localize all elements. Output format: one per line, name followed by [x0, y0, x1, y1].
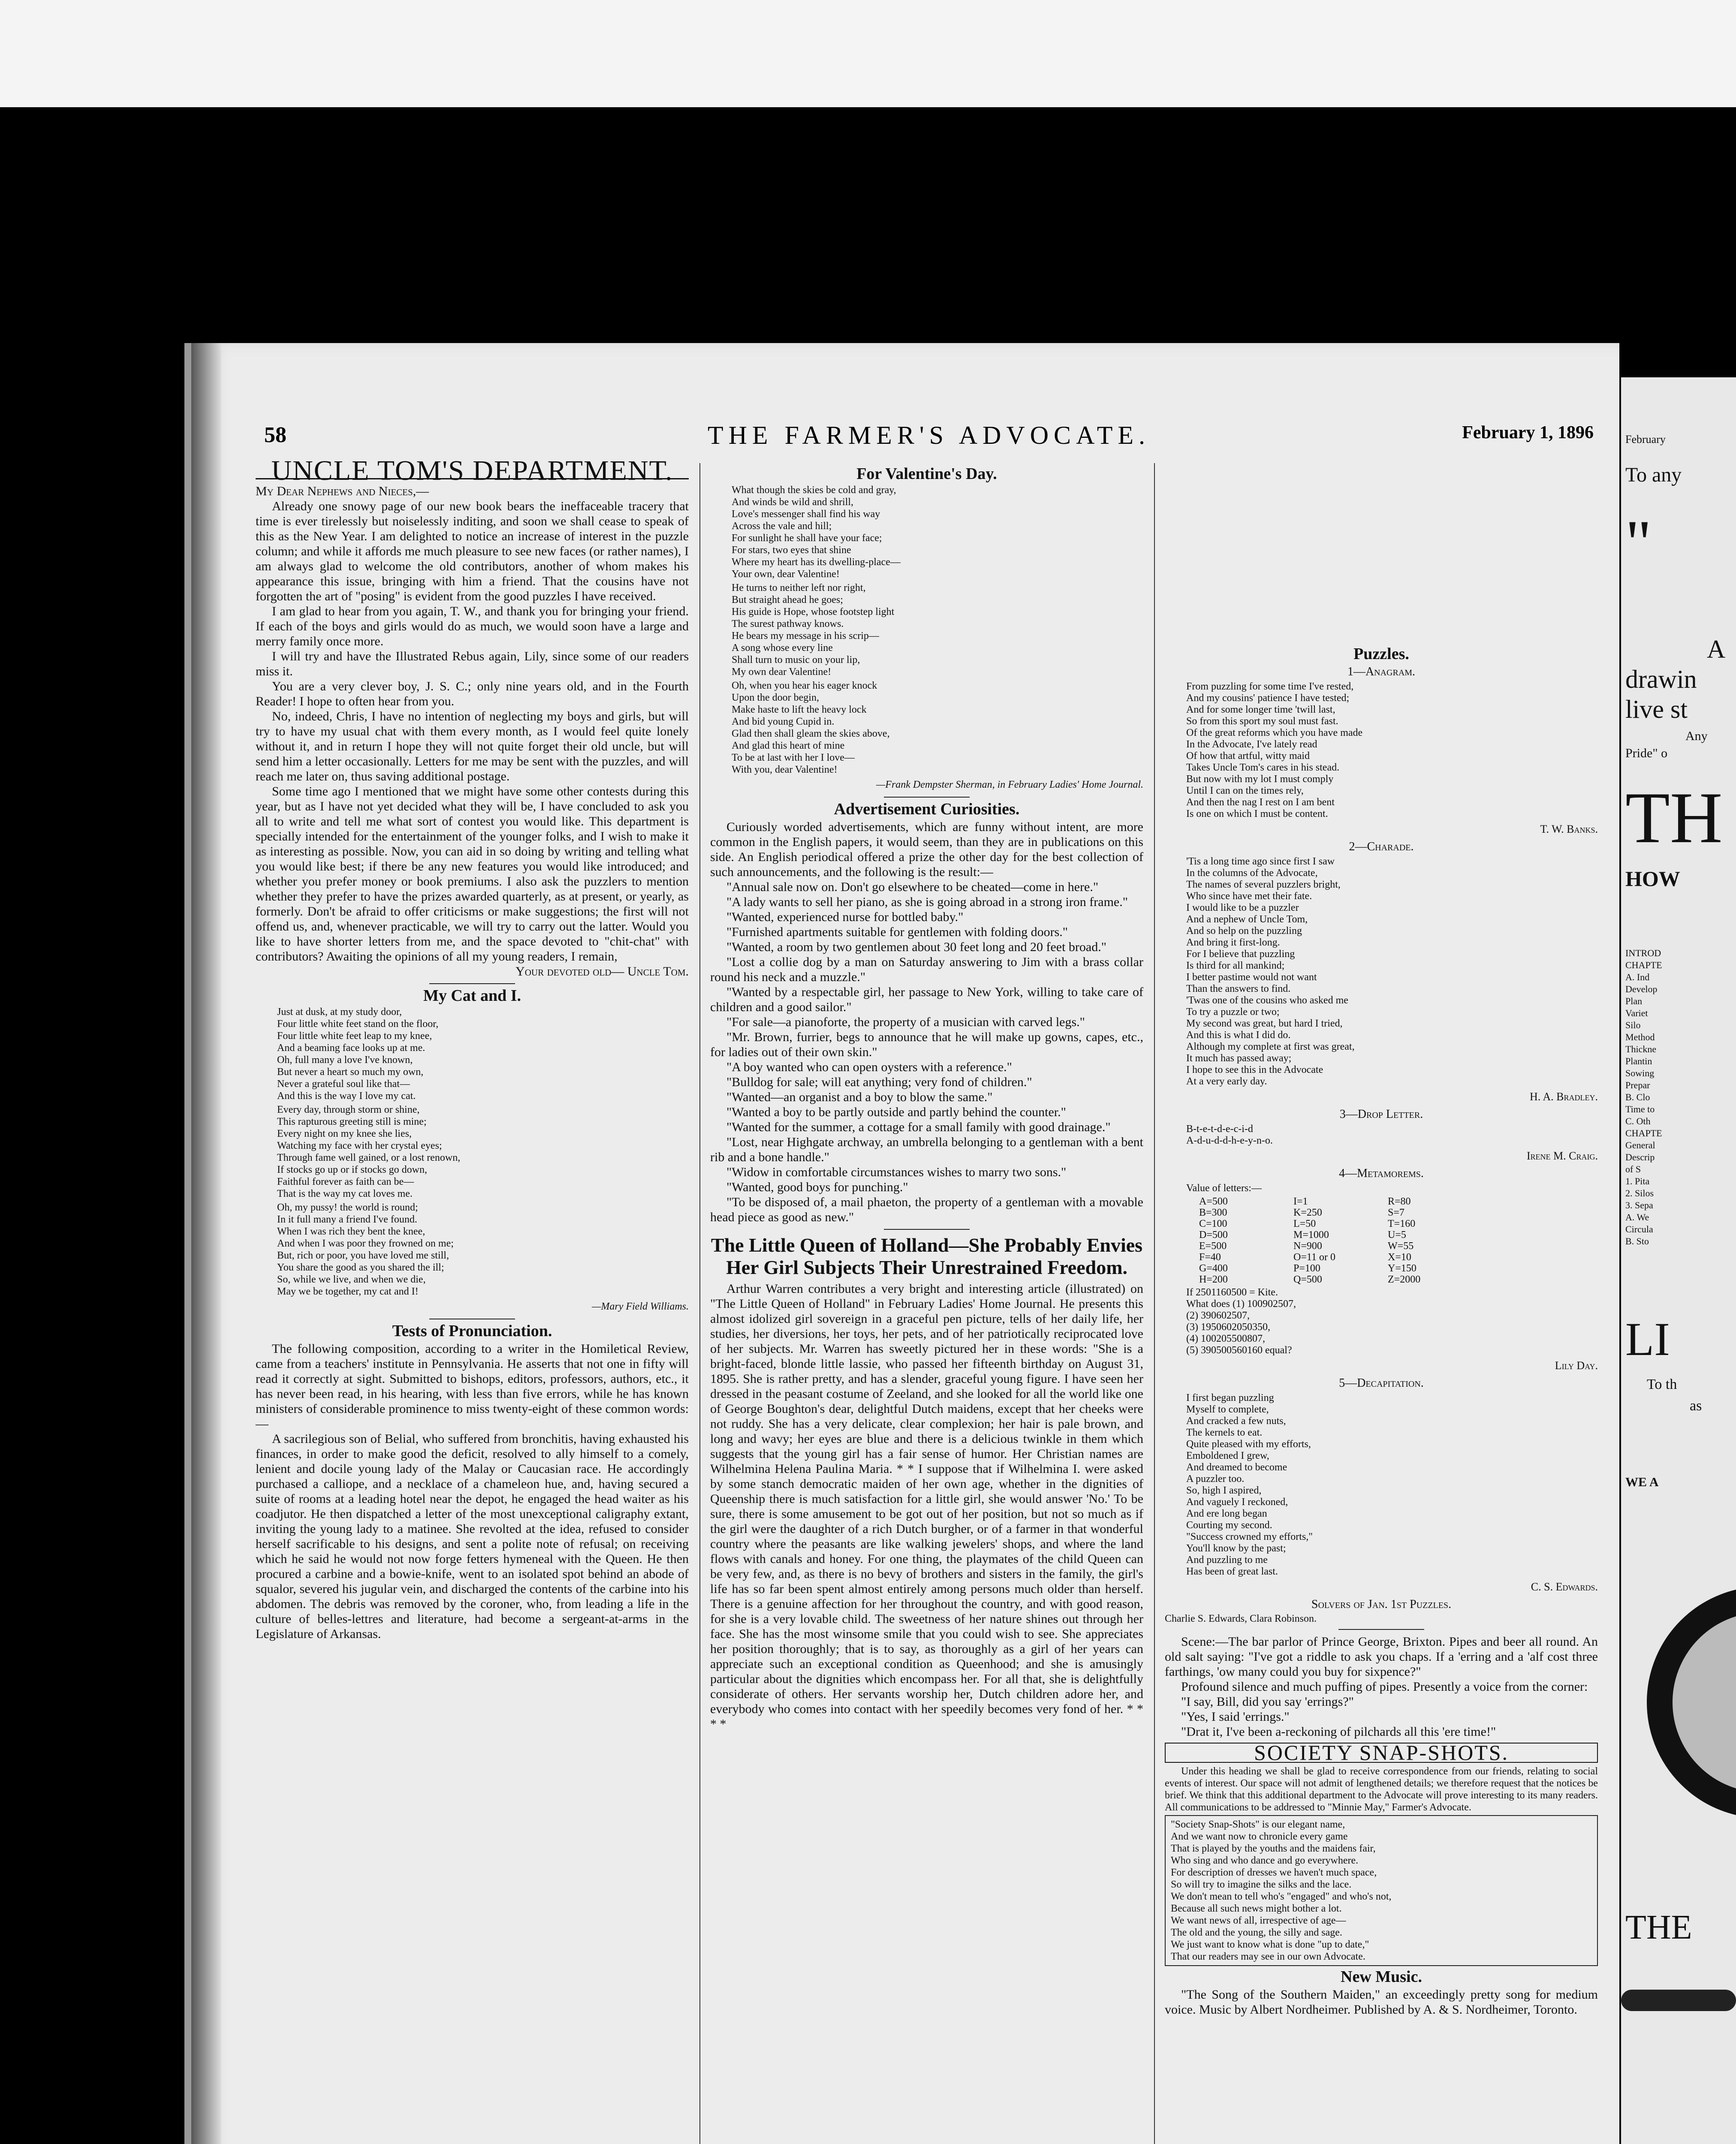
uncle-tom-signoff: Your devoted old— Uncle Tom. [515, 964, 689, 979]
puzzle-author: Irene M. Craig. [1526, 1150, 1598, 1162]
letter-value: K=250 [1293, 1207, 1322, 1218]
scene-paragraph: "Yes, I said 'errings." [1181, 1710, 1290, 1724]
adjacent-page-text: live st [1625, 695, 1688, 723]
puzzle-text: 'Tis a long time ago since first I saw In the columns of the Advocate, The names of several puzzlers bright, Who since have met their fate. I would like to be a puzzler And a nephew of Uncle Tom, And so help on the puzzling And bring it first-long. For I believe that puzzling Is third for all mankind; I better pastime would not want Than the answers to find. 'Twas one of the cousins who asked me To try a puzzle or two; My second was great, but hard I tried, And this is what I did do. Although my complete at first was great, It much has passed away; I hope to see this in the Advocate At a very early day. [1186, 856, 1355, 1087]
ad-item: "Widow in comfortable circumstances wishes to marry two sons." [726, 1165, 1067, 1179]
divider [884, 1229, 970, 1230]
uncle-tom-paragraph: No, indeed, Chris, I have no intention of neglecting my boys and girls, but will try to have my usual chat with them every month, as I would feel quite lonely without it, and in return I hope they will not quite forget their old uncle, but will send him a letter occasionally. Letters for me may be sent with the puzzles, and will reach me later on, thus saving additional postage. [256, 709, 689, 783]
adjacent-page-text: TH [1625, 777, 1723, 858]
uncle-tom-paragraph: Already one snowy page of our new book bears the ineffaceable tracery that time is ever tirelessly but noiselessly inditing, and soon we shall cease to speak of this as the New Year. I am delighted to notice an increase of interest in the puzzle column; and while it affords me much pleasure to see new faces (or rather names), I am always glad to welcome the old contributors, another of whom makes his appearance this issue, bringing with him a friend. That the cousins have not forgotten the art of "posing" is evident from the good puzzles I have received. [256, 499, 689, 603]
ad-item: "Lost a collie dog by a man on Saturday answering to Jim with a brass collar round his neck and a muzzle." [710, 955, 1143, 984]
society-intro: Under this heading we shall be glad to receive correspondence from our friends, relating to social events of interest. Our space will not admit of lengthened details; we therefore request that the notices be brief. We think that this additional department to the Advocate will prove interesting to its many readers. All communications to be addressed to "Minnie May," Farmer's Advocate. [1165, 1766, 1598, 1813]
my-cat-title: My Cat and I. [423, 987, 521, 1005]
uncle-tom-paragraph: I will try and have the Illustrated Rebus again, Lily, since some of our readers miss it. [256, 649, 689, 678]
adjacent-page-text: Circula [1625, 1224, 1653, 1235]
adjacent-page-text: of S [1625, 1164, 1641, 1174]
ad-item: "Wanted, a room by two gentlemen about 30 feet long and 20 feet broad." [726, 940, 1106, 954]
medallion-illustration [1647, 1587, 1736, 1818]
adjacent-page-text: Thickne [1625, 1044, 1657, 1054]
poem-stanza: What though the skies be cold and gray, And winds be wild and shrill, Love's messenger shall find his way Across the vale and hill; For sunlight he shall have your face; For stars, two eyes that shine Where my heart has its dwelling-place— Your own, dear Valentine! [732, 485, 901, 580]
adjacent-page-text: To any [1625, 464, 1682, 486]
column-rule [699, 463, 700, 2144]
music-text: "The Song of the Southern Maiden," an exceedingly pretty song for medium voice. Music by Albert Nordheimer. Published by A. & S. Nordheimer, Toronto. [1165, 1987, 1598, 2017]
ad-item: "Mr. Brown, furrier, begs to announce that he will make up gowns, capes, etc., for ladies out of their own skin." [710, 1030, 1143, 1059]
puzzle-title: 5—Decapitation. [1339, 1376, 1424, 1390]
adjacent-page-text: Sowing [1625, 1068, 1655, 1078]
letter-value: I=1 [1293, 1196, 1308, 1207]
puzzle-title: 3—Drop Letter. [1339, 1108, 1423, 1121]
divider [1338, 1629, 1424, 1630]
letter-value: B=300 [1199, 1207, 1227, 1218]
puzzle-author: T. W. Banks. [1540, 823, 1598, 835]
ad-item: "To be disposed of, a mail phaeton, the property of a gentleman with a movable head piece as good as new." [710, 1195, 1143, 1224]
puzzle-title: 1—Anagram. [1347, 665, 1416, 678]
poem-credit: —Frank Dempster Sherman, in February Ladies' Home Journal. [876, 779, 1143, 790]
puzzle-text: I first began puzzling Myself to complete, And cracked a few nuts, The kernels to eat. Quite pleased with my efforts, Emboldened I grew, And dreamed to become A puzzler too. So, high I aspired, And vaguely I reckoned, And ere long began Courting my second. "Success crowned my efforts," You'll know by the past; And puzzling to me Has been of great last. [1186, 1392, 1313, 1577]
letter-value: Z=2000 [1388, 1274, 1421, 1285]
column-2 [710, 463, 1143, 1731]
solvers-list: Charlie S. Edwards, Clara Robinson. [1165, 1613, 1317, 1624]
ad-item: "Wanted, good boys for punching." [726, 1180, 908, 1194]
valentine-title: For Valentine's Day. [856, 465, 997, 483]
letter-value: F=40 [1199, 1252, 1221, 1263]
scene-paragraph: Profound silence and much puffing of pipes. Presently a voice from the corner: [1181, 1680, 1588, 1694]
adjacent-page-text: February [1625, 433, 1666, 446]
letter-value: M=1000 [1293, 1229, 1329, 1241]
adjacent-page-text: LI [1625, 1313, 1670, 1365]
pronunciation-paragraph: The following composition, according to a writer in the Homiletical Review, came from a teachers' institute in Pennsylvania. He asserts that not one in fifty will read it correctly at sight. Submitted to bishops, editors, professors, authors, etc., it has never been read, in his hearing, with less than five errors, while he has known ministers of considerable prominence to miss twenty-eight of these common words:— [256, 1342, 689, 1431]
ads-title: Advertisement Curiosities. [834, 800, 1020, 818]
uncle-tom-paragraph: You are a very clever boy, J. S. C.; only nine years old, and in the Fourth Reader! I hope to often hear from you. [256, 679, 689, 708]
adjacent-page-text: A. Ind [1625, 972, 1650, 982]
adjacent-page-text: B. Sto [1625, 1236, 1649, 1247]
letter-value: D=500 [1199, 1229, 1228, 1241]
queen-title: The Little Queen of Holland—She Probably Envies Her Girl Subjects Their Unrestrained Freedom. [711, 1234, 1143, 1278]
ad-item: "Wanted a boy to be partly outside and partly behind the counter." [726, 1105, 1066, 1119]
divider [884, 797, 970, 798]
ad-item: "Wanted by a respectable girl, her passage to New York, willing to take care of children and a good sailor." [710, 985, 1143, 1014]
uncle-tom-paragraph: I am glad to hear from you again, T. W., and thank you for bringing your friend. If each of the boys and girls would do as much, we would soon have a large and merry family once more. [256, 604, 689, 648]
adjacent-page-text: Develop [1625, 984, 1658, 994]
ad-item: "Furnished apartments suitable for gentlemen with folding doors." [726, 925, 1068, 939]
scene-paragraph: "I say, Bill, did you say 'errings?" [1181, 1695, 1354, 1709]
letter-value: T=160 [1388, 1218, 1416, 1229]
puzzle-author: H. A. Bradley. [1530, 1090, 1598, 1103]
letter-value: L=50 [1293, 1218, 1316, 1229]
ad-item: "Bulldog for sale; will eat anything; very fond of children." [726, 1075, 1032, 1089]
letter-value: H=200 [1199, 1274, 1228, 1285]
poem-stanza: Just at dusk, at my study door, Four little white feet stand on the floor, Four little white feet leap to my knee, And a beaming face looks up at me. Oh, full many a love I've known, But never a heart so much my own, Never a grateful soul like that— And this is the way I love my cat. [277, 1006, 439, 1102]
scan-top-margin [0, 0, 1736, 107]
pronunciation-title: Tests of Pronunciation. [392, 1322, 552, 1340]
puzzle-text: B-t-e-t-d-e-c-i-d A-d-u-d-d-h-e-y-n-o. [1186, 1123, 1273, 1146]
letter-values-table [1165, 1196, 1598, 1285]
letter-value: P=100 [1293, 1263, 1320, 1274]
society-title: SOCIETY SNAP-SHOTS. [1165, 1743, 1598, 1763]
adjacent-page-text: WE A [1625, 1475, 1659, 1489]
puzzle-title: 2—Charade. [1349, 840, 1414, 853]
music-title: New Music. [1341, 1968, 1422, 1986]
adjacent-page-text: Silo [1625, 1020, 1641, 1030]
adjacent-page-text: Variet [1625, 1008, 1648, 1018]
adjacent-page-text: A. We [1625, 1212, 1649, 1223]
poem-stanza: Oh, when you hear his eager knock Upon the door begin, Make haste to lift the heavy lock And bid young Cupid in. Glad then shall gleam the skies above, And glad this heart of mine To be at last with her I love— With you, dear Valentine! [732, 680, 890, 775]
uncle-tom-paragraph: Some time ago I mentioned that we might have some other contests during this year, but as I have not yet decided what they will be, I have concluded to ask you all to write and tell me what sort of contest you would like. This department is specially intended for the entertainment of the younger folks, and I wish to make it as interesting as possible. Now, you can aid in so doing by writing and telling what you would like best; if there be any new features you would like introduced; and whether you prefer money or book premiums. I also ask the puzzlers to mention whether they prefer to have the prizes awarded quarterly, as at present, or yearly, as formerly. Don't be afraid to offer criticisms or make suggestions; the first will not offend us, and, whenever practicable, we will try to carry out the latter. Would you like to have shorter letters from me, and the space devoted to "chit-chat" with contributors? Awaiting the opinions of all my young readers, I remain, [256, 784, 689, 964]
puzzle-text: From puzzling for some time I've rested, And my cousins' patience I have tested; And for some longer time 'twill last, So from this sport my soul must fast. Of the great reforms which you have made In the Advocate, I've lately read Of how that artful, witty maid Takes Uncle Tom's cares in his stead. But now with my lot I must comply Until I can on the times rely, And then the nag I rest on I am bent Is one on which I must be content. [1186, 681, 1363, 819]
letter-value: Q=500 [1293, 1274, 1322, 1285]
adjacent-page-text: 1. Pita [1625, 1176, 1650, 1186]
letter-value: S=7 [1388, 1207, 1404, 1218]
society-verse: "Society Snap-Shots" is our elegant name, And we want now to chronicle every game That is played by the youths and the maidens fair, Who sing and who dance and go everywhere. For description of dresses we haven't much space, So will try to imagine the silks and the lace. We don't mean to tell who's "engaged" and who's not, Because all such news might bother a lot. We want news of all, irrespective of age— The old and the young, the silly and sage. We just want to know what is done "up to date," That our readers may see in our own Advocate. [1165, 1815, 1598, 1966]
poem-stanza: Oh, my pussy! the world is round; In it full many a friend I've found. When I was rich they bent the knee, And when I was poor they frowned on me; But, rich or poor, you have loved me still, You share the good as you shared the ill; So, while we live, and when we die, May we be together, my cat and I! [277, 1202, 454, 1297]
letter-value: R=80 [1388, 1196, 1411, 1207]
divider [429, 983, 515, 984]
adjacent-page-text: Method [1625, 1032, 1655, 1042]
puzzles-title: Puzzles. [1353, 645, 1409, 663]
letter-value: E=500 [1199, 1241, 1227, 1252]
scene-paragraph: Scene:—The bar parlor of Prince George, Brixton. Pipes and beer all round. An old salt saying: "I've got a riddle to ask you chaps. If a 'erring and a 'alf cost three farthings, 'ow many could you buy for sixpence?" [1165, 1635, 1598, 1679]
column-3 [1165, 463, 1598, 2017]
ad-item: "Lost, near Highgate archway, an umbrella belonging to a gentleman with a bent rib and a bone handle." [710, 1135, 1143, 1164]
adjacent-page [1621, 377, 1736, 2144]
metamorems-text: If 2501160500 = Kite. What does (1) 100902507, (2) 390602507, (3) 1950602050350, (4) 100205500807, (5) 390500560160 equal? [1186, 1287, 1296, 1356]
queen-paragraph: Arthur Warren contributes a very bright and interesting article (illustrated) on "The Little Queen of Holland" in February Ladies' Home Journal. He presents this almost idolized girl sovereign in a graceful pen picture, tells of her daily life, her studies, her diversions, her toys, her pets, and of her patriotically reciprocated love of her subjects. Mr. Warren has sweetly pictured her in these words: "She is a bright-faced, blonde little lassie, who passed her fifteenth birthday on August 31, 1895. She is rather pretty, and has a slender, graceful young figure. I have seen her dressed in the peasant costume of Zeeland, and she looked for all the world like one of George Boughton's dear, delightful Dutch maidens, except that her cheeks were not ruddy. She has a very delicate, clear complexion; her hair is pale brown, and long and wavy; her eyes are blue and there is a delicious twinkle in them which suggests that the young girl has a fair sense of humor. Her Christian names are Wilhelmina Helena Paulina Maria. * * I suppose that if Wilhelmina I. were asked by some stanch democratic maiden of her own age, whether in the dignities of Queenship there is much satisfaction for a little girl, she would answer 'No.' To be sure, there is some amusement to be got out of her position, but not so much as if the girl were the daughter of a rich Dutch burgher, or of a farmer in that wonderful country where the peasants are like walking jewelers' shops, and where the land flows with canals and honey. For one thing, the playmates of the child Queen can be very few, and, as there is no bevy of brothers and sisters in the family, the girl's life has so far been spent almost entirely among persons much older than herself. There is a genuine affection for her throughout the country, and with good reason, for she is a very lovable child. The sweetness of her nature shines out through her face. She has the most winsome smile that you could wish to see. She appreciates her position thoroughly; that is to say, as thoroughly as a girl of her years can appreciate such an exceptional condition as Queenhood; and she is amusingly particular about the dignities which encompass her. For all that, she is delightfully considerate of others. Her servants worship her, Dutch children adore her, and everybody who comes into contact with her speedily becomes very fond of her. * * * * [710, 1282, 1143, 1731]
puzzle-text: Value of letters:— [1186, 1183, 1262, 1194]
adjacent-page-text: 2. Silos [1625, 1188, 1654, 1198]
ad-item: "For sale—a pianoforte, the property of a musician with carved legs." [726, 1015, 1085, 1029]
adjacent-page-text: Descrip [1625, 1152, 1655, 1162]
tool-illustration [1621, 1990, 1736, 2011]
puzzle-author: Lily Day. [1555, 1359, 1598, 1372]
queen-continuation-space [1165, 463, 1598, 643]
adjacent-page-text: General [1625, 1140, 1655, 1150]
letter-value: A=500 [1199, 1196, 1228, 1207]
binding-shadow [191, 343, 221, 2144]
adjacent-page-text: Pride" o [1625, 746, 1668, 760]
adjacent-page-text: To th [1647, 1376, 1677, 1392]
letter-value: X=10 [1388, 1252, 1411, 1263]
adjacent-page-text: 3. Sepa [1625, 1200, 1653, 1211]
adjacent-page-text: CHAPTE [1625, 1128, 1662, 1138]
letter-value: N=900 [1293, 1241, 1322, 1252]
letter-value: W=55 [1388, 1241, 1414, 1252]
adjacent-page-text: CHAPTE [1625, 960, 1662, 970]
ad-item: "Wanted for the summer, a cottage for a small family with good drainage." [726, 1120, 1111, 1134]
letter-value: C=100 [1199, 1218, 1227, 1229]
newspaper-page [184, 343, 1619, 2144]
adjacent-page-text: Plantin [1625, 1056, 1652, 1066]
letter-value: Y=150 [1388, 1263, 1417, 1274]
page-number: 58 [264, 423, 286, 447]
adjacent-page-text: Any [1685, 729, 1708, 743]
poem-credit: —Mary Field Williams. [592, 1301, 689, 1312]
adjacent-page-text: B. Clo [1625, 1092, 1650, 1102]
ads-intro: Curiously worded advertisements, which are funny without intent, are more common in the English papers, it would seem, than they are in publications on this side. An English periodical offered a prize the other day for the best collection of such announcements, and the following is the result:— [710, 820, 1143, 879]
column-rule [1154, 463, 1155, 2144]
letter-value: U=5 [1388, 1229, 1406, 1241]
puzzle-title: 4—Metamorems. [1339, 1167, 1424, 1180]
ad-item: "A lady wants to sell her piano, as she is going abroad in a strong iron frame." [726, 895, 1128, 909]
page-header [264, 422, 1594, 452]
letter-value: O=11 or 0 [1293, 1252, 1335, 1263]
adjacent-page-text: drawin [1625, 665, 1697, 693]
ad-item: "Wanted, experienced nurse for bottled baby." [726, 910, 964, 924]
solvers-title: Solvers of Jan. 1st Puzzles. [1311, 1598, 1452, 1611]
poem-stanza: He turns to neither left nor right, But straight ahead he goes; His guide is Hope, whose footstep light The surest pathway knows. He bears my message in his scrip— A song whose every line Shall turn to music on your lip, My own dear Valentine! [732, 582, 895, 678]
adjacent-page-text: Prepar [1625, 1080, 1650, 1090]
ad-item: "A boy wanted who can open oysters with a reference." [726, 1060, 1012, 1074]
puzzle-author: C. S. Edwards. [1531, 1581, 1598, 1593]
adjacent-page-text: THE [1625, 1909, 1692, 1946]
adjacent-page-text: A [1707, 635, 1726, 663]
adjacent-page-text: INTROD [1625, 948, 1661, 958]
adjacent-page-text: C. Oth [1625, 1116, 1651, 1126]
letter-value: G=400 [1199, 1263, 1228, 1274]
adjacent-page-text: Time to [1625, 1104, 1655, 1114]
adjacent-page-text: as [1690, 1398, 1702, 1414]
adjacent-page-text: " [1625, 507, 1652, 578]
scene-paragraph: "Drat it, I've been a-reckoning of pilchards all this 'ere time!" [1181, 1725, 1496, 1739]
poem-stanza: Every day, through storm or shine, This rapturous greeting still is mine; Every night on my knee she lies, Watching my face with her crystal eyes; Through fame well gained, or a lost renown, If stocks go up or if stocks go down, Faithful forever as faith can be— That is the way my cat loves me. [277, 1104, 461, 1199]
ad-item: "Wanted—an organist and a boy to blow the same." [726, 1090, 993, 1104]
adjacent-page-text: Plan [1625, 996, 1643, 1006]
adjacent-page-text: HOW [1625, 867, 1680, 891]
pronunciation-paragraph: A sacrilegious son of Belial, who suffered from bronchitis, having exhausted his finances, in order to make good the deficit, resolved to ally himself to a comely, lenient and docile young lady of the Malay or Caucasian race. He accordingly purchased a calliope, and a necklace of a chameleon hue, and, having secured a suite of rooms at a leading hotel near the depot, he engaged the head waiter as his coadjutor. He then dispatched a letter of the most unexceptional caligraphy extant, inviting the young lady to a matinee. She revolted at the idea, refused to consider herself sacrificable to his designs, and sent a polite note of refusal; on receiving which he said he would not now forge fetters hymeneal with the Queen. He then procured a carbine and a bowie-knife, went to an isolated spot behind an abode of squalor, severed his jugular vein, and discharged the contents of the carbine into his abdomen. The debris was removed by the coroner, who, from leading a life in the culture of belles-lettres and literature, had become a sergeant-at-arms in the Legislature of Arkansas. [256, 1432, 689, 1641]
uncle-tom-heading: UNCLE TOM'S DEPARTMENT. [256, 463, 689, 479]
running-title: THE FARMER'S ADVOCATE. [707, 421, 1151, 449]
ad-item: "Annual sale now on. Don't go elsewhere to be cheated—come in here." [726, 880, 1099, 894]
column-1 [256, 455, 689, 1641]
issue-date: February 1, 1896 [1462, 423, 1594, 443]
salutation: My Dear Nephews and Nieces,— [256, 484, 429, 498]
